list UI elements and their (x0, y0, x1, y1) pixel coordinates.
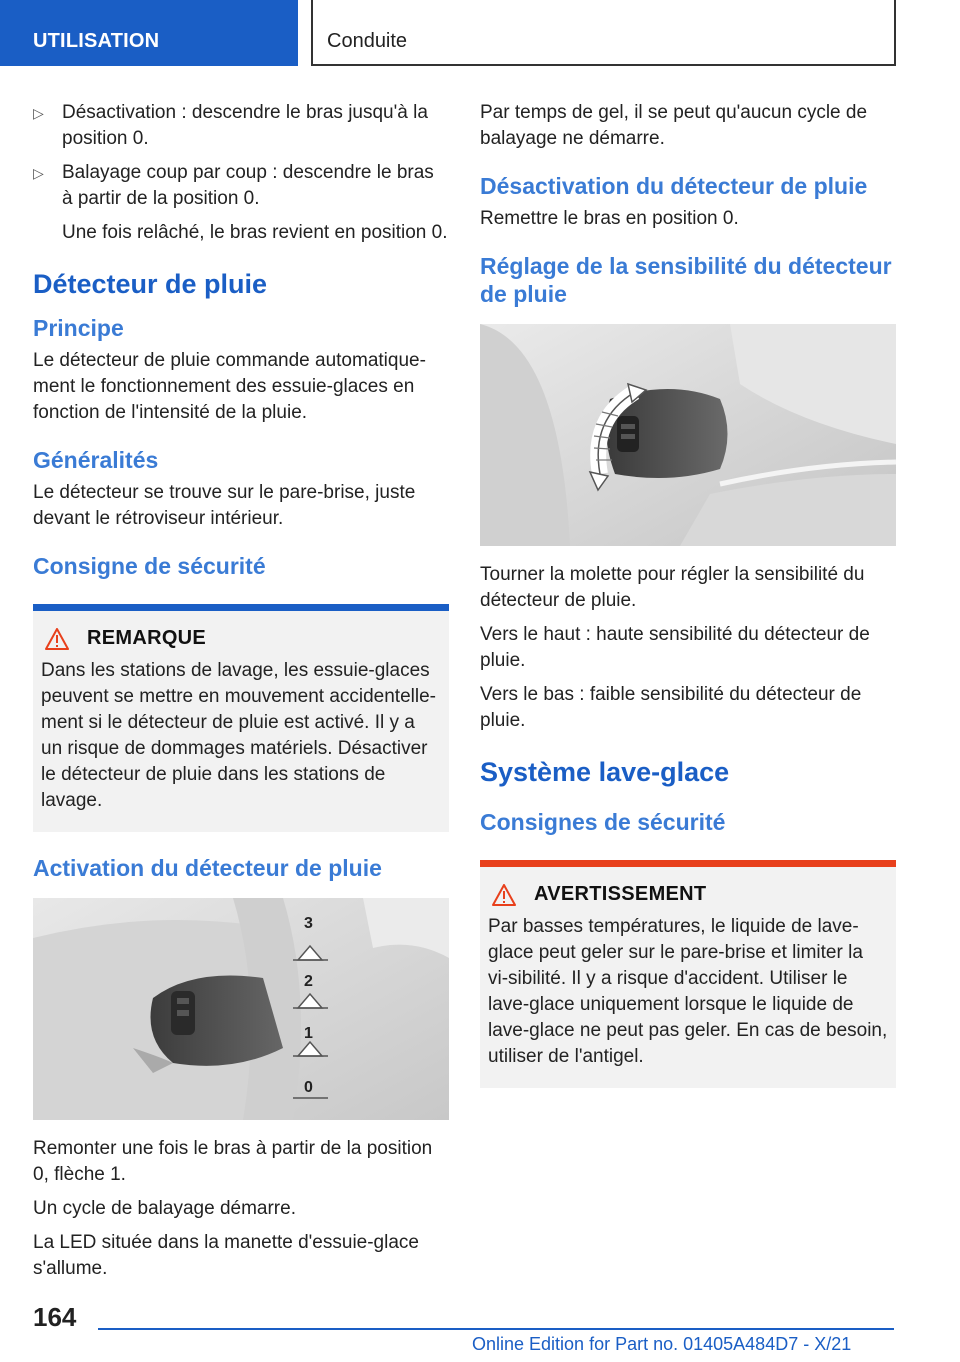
left-column (33, 100, 449, 1290)
heading-activation: Activation du détecteur de pluie (33, 855, 382, 881)
warning-box (480, 860, 896, 1088)
footer-edition: Online Edition for Part no. 01405A484D7 - X/21 (472, 1334, 852, 1354)
list-item (33, 100, 449, 152)
paragraph-activation-1: Remonter une fois le bras à partir de la position 0, flèche 1. (33, 1138, 433, 1185)
header-section: UTILISATION (0, 0, 298, 66)
heading-washer-system: Système lave-glace (480, 757, 730, 787)
bullet-note: Une fois relâché, le bras revient en position 0. (62, 222, 448, 243)
triangle-bullet-icon: ▷ (33, 165, 44, 181)
warning-triangle-icon (45, 628, 69, 650)
paragraph-general: Le détecteur se trouve sur le pare-brise, juste devant le rétroviseur intérieur. (33, 482, 416, 529)
triangle-bullet-icon: ▷ (33, 105, 44, 121)
heading-safety: Consigne de sécurité (33, 553, 266, 579)
paragraph-sensitivity-1: Tourner la molette pour régler la sensibilité du détecteur de pluie. (480, 564, 865, 611)
right-column (480, 100, 896, 1110)
notice-text: Dans les stations de lavage, les essuie-glaces peuvent se mettre en mouvement accidentelle-ment si le détecteur de pluie est activé. Il y a un risque de dommages matériels. Désactiver le détecteur de pluie dans les stations de lavage. (41, 660, 436, 811)
warning-label: AVERTISSEMENT (534, 883, 707, 905)
wiper-stalk-illustration (33, 898, 449, 1120)
paragraph-frost: Par temps de gel, il se peut qu'aucun cycle de balayage ne démarre. (480, 102, 868, 149)
position-label-2: 2 (304, 973, 313, 990)
notice-label: REMARQUE (87, 627, 207, 649)
notice-header (41, 627, 441, 650)
heading-general: Généralités (33, 447, 159, 473)
heading-rain-sensor: Détecteur de pluie (33, 269, 268, 299)
heading-deactivation: Désactivation du détecteur de pluie (480, 173, 868, 199)
heading-sensitivity: Réglage de la sensibilité du détecteur de pluie (480, 253, 892, 307)
figure-sensitivity-wheel (480, 324, 896, 546)
header-chapter: Conduite (311, 0, 896, 66)
page-number: 164 (33, 1302, 77, 1332)
paragraph-activation-2: Un cycle de balayage démarre. (33, 1198, 296, 1219)
figure-wiper-stalk (33, 898, 449, 1120)
sensitivity-wheel-illustration (480, 324, 896, 546)
paragraph-sensitivity-3: Vers le bas : faible sensibilité du détecteur de pluie. (480, 684, 862, 731)
warning-header (488, 883, 888, 906)
paragraph-principle: Le détecteur de pluie commande automatique-ment le fonctionnement des essuie-glaces en fonction de l'intensité de la pluie. (33, 350, 426, 423)
heading-principle: Principe (33, 315, 124, 341)
bullet-text: Désactivation : descendre le bras jusqu'à la position 0. (62, 102, 428, 149)
position-label-3: 3 (304, 915, 313, 932)
notice-box (33, 604, 449, 832)
warning-text: Par basses températures, le liquide de lave-glace peut geler sur le pare-brise et limiter la vi-sibilité. Il y a risque d'accident. Utiliser le lave-glace uniquement lorsque le liquide de lave-glace ne peut pas geler. En cas de besoin, utiliser de l'antigel. (488, 916, 888, 1067)
paragraph-deactivation: Remettre le bras en position 0. (480, 208, 739, 229)
paragraph-sensitivity-2: Vers le haut : haute sensibilité du détecteur de pluie. (480, 624, 870, 671)
warning-triangle-icon (492, 884, 516, 906)
bullet-text: Balayage coup par coup : descendre le bras à partir de la position 0. (62, 162, 434, 209)
list-item (33, 160, 449, 212)
footer-divider (98, 1328, 894, 1330)
paragraph-activation-3: La LED située dans la manette d'essuie-glace s'allume. (33, 1232, 419, 1279)
heading-washer-safety: Consignes de sécurité (480, 809, 726, 835)
position-label-0: 0 (304, 1079, 313, 1096)
position-label-1: 1 (304, 1025, 313, 1042)
